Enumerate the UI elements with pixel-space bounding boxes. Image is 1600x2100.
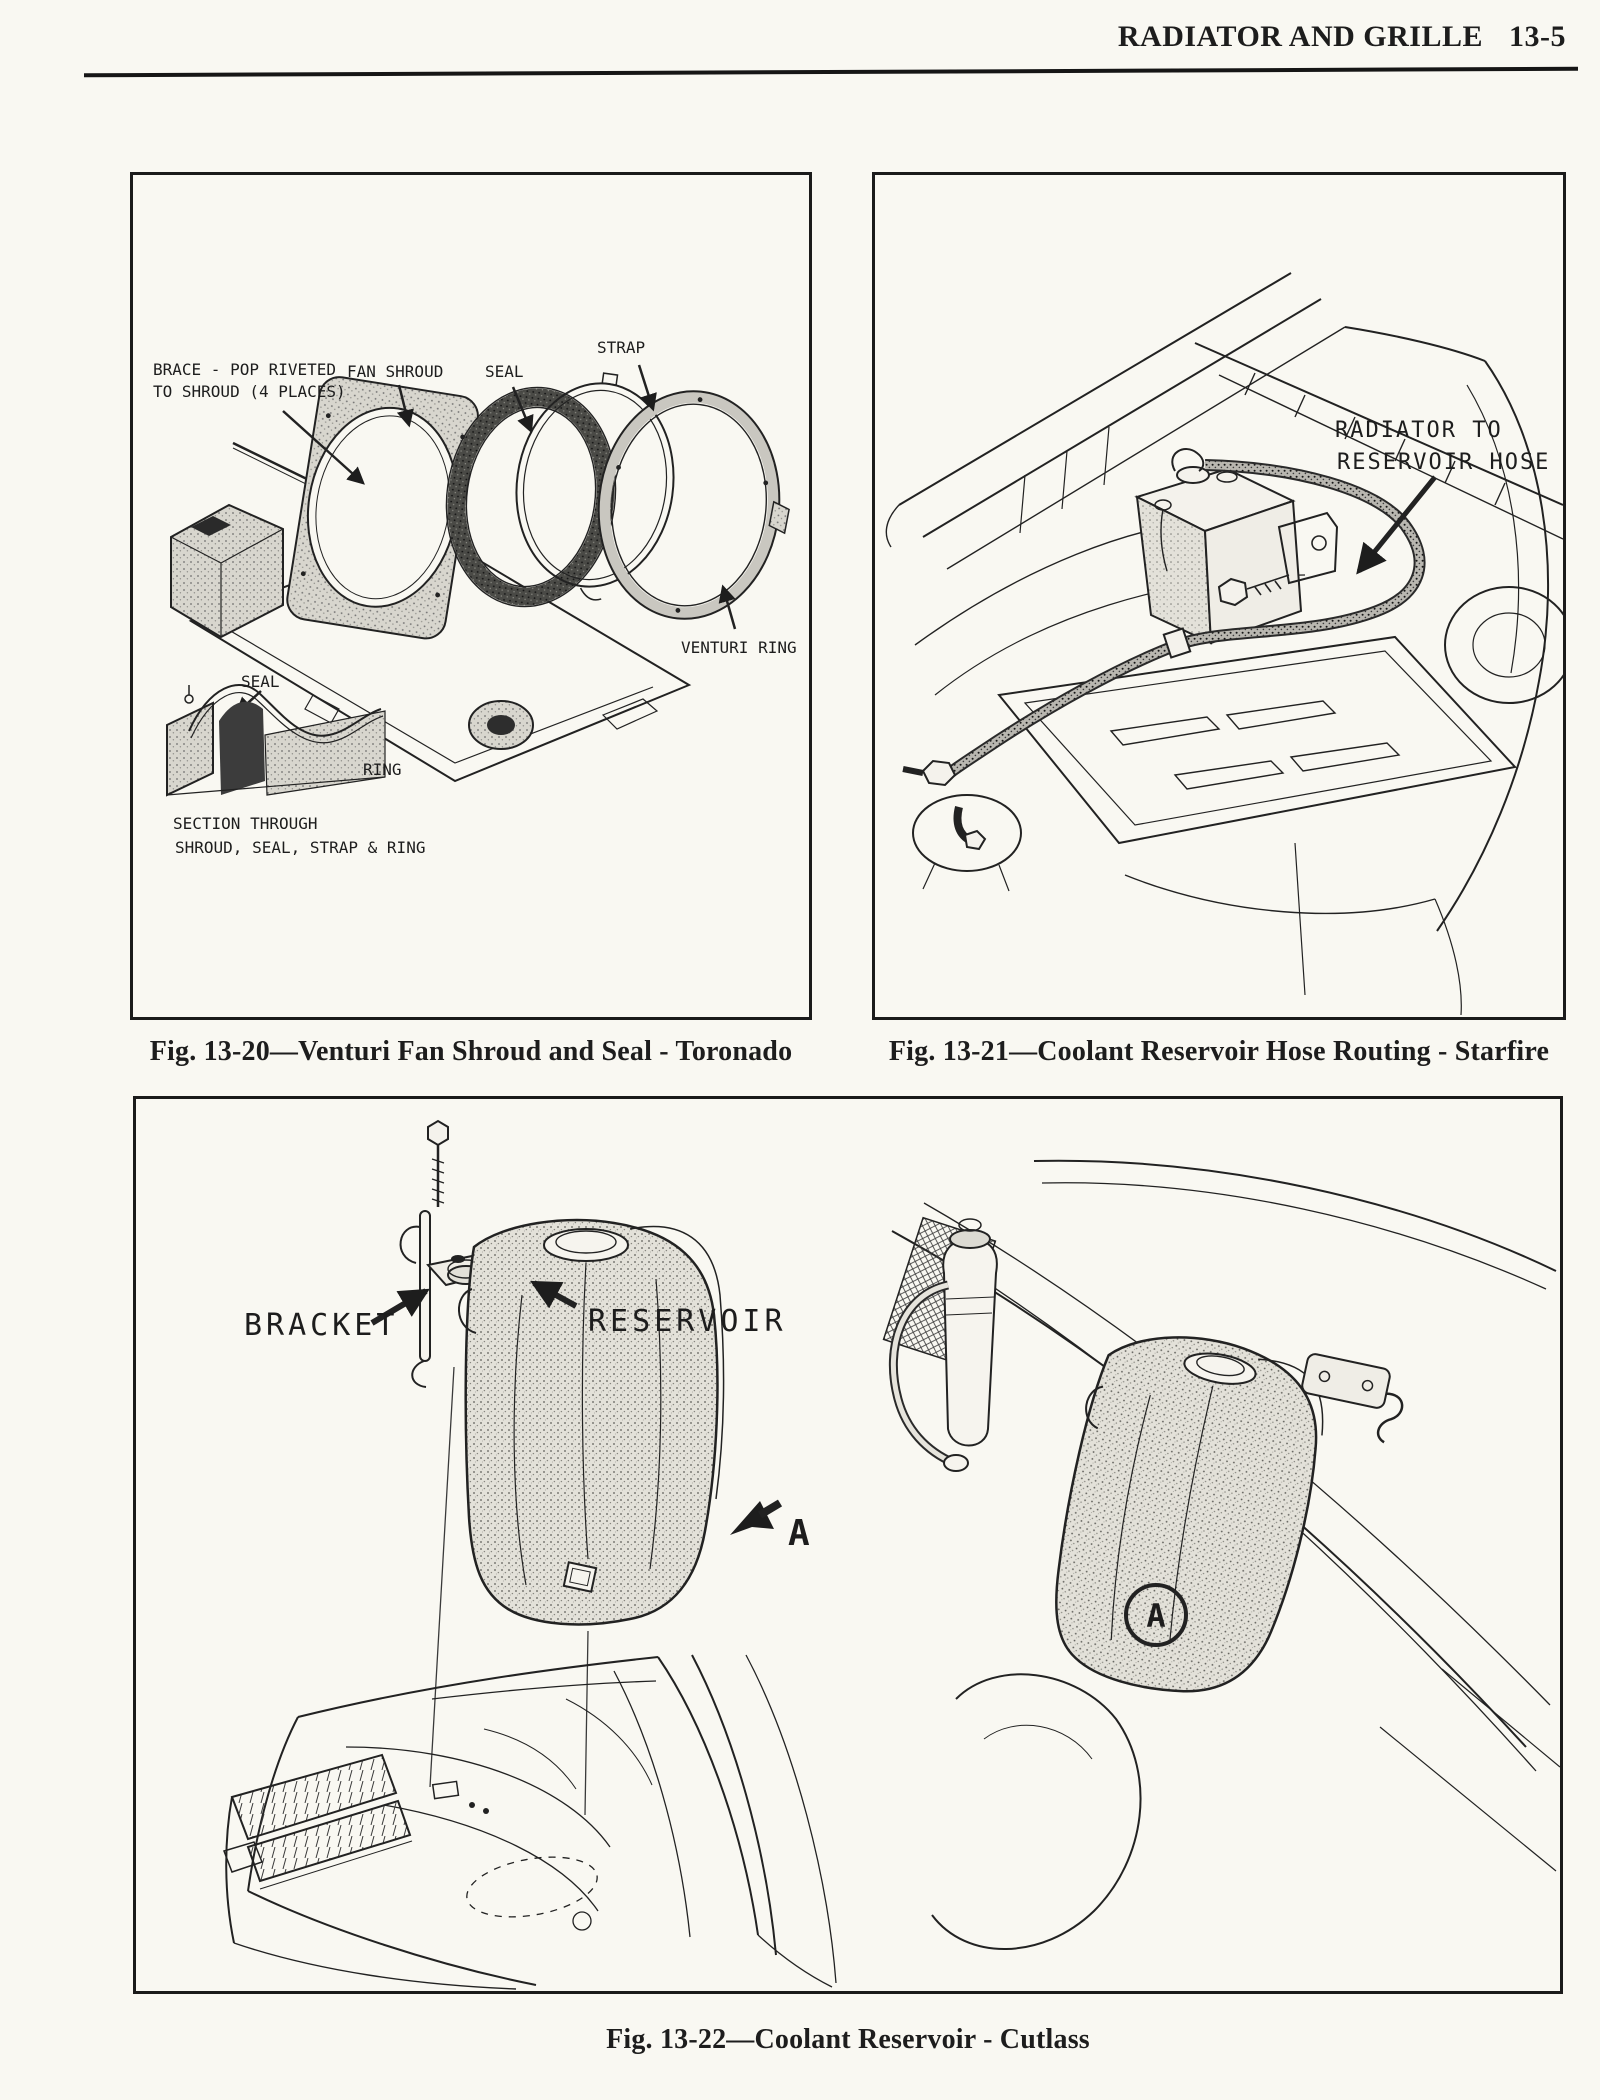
- brace-label-line1: BRACE - POP RIVETED: [153, 360, 337, 379]
- mounted-reservoir: [1040, 1321, 1409, 1710]
- figure-13-21-panel: [872, 172, 1566, 1020]
- cutlass-art: [224, 1121, 1560, 1989]
- hose-label-line1: RADIATOR TO: [1335, 418, 1503, 443]
- coolant-reservoir-drawing: [136, 1099, 1560, 1991]
- reservoir-jug: [459, 1220, 724, 1624]
- venturi-ring-label: VENTURI RING: [681, 638, 797, 657]
- car-front-end: [224, 1655, 836, 1989]
- mount-bolt: [428, 1121, 448, 1207]
- fig21-labels: [1335, 418, 1550, 475]
- engine-mass: [932, 1674, 1141, 1949]
- page-number: 13-5: [1509, 20, 1566, 53]
- hose-routing-drawing: [875, 175, 1563, 1017]
- bracket-block: [171, 505, 283, 637]
- page-header: [1118, 20, 1566, 54]
- brace-label-line2: TO SHROUD (4 PLACES): [153, 382, 346, 401]
- section-title: RADIATOR AND GRILLE: [1117, 20, 1483, 53]
- figure-13-22-caption: Fig. 13-22—Coolant Reservoir - Cutlass: [606, 2024, 1090, 2055]
- section-inset: [167, 685, 385, 795]
- venturi-ring: [588, 382, 801, 629]
- view-a-label: A: [788, 1513, 810, 1554]
- reservoir-label: RESERVOIR: [588, 1304, 787, 1339]
- fan-shroud-exploded-drawing: [133, 175, 809, 1017]
- engine-compartment-art: [886, 273, 1563, 1015]
- view-direction-arrow: [730, 1501, 780, 1535]
- figure-13-20-caption: Fig. 13-20—Venturi Fan Shroud and Seal - Toronado: [149, 1036, 793, 1067]
- left-exploded-view: [224, 1121, 836, 1989]
- section-caption-line2: SHROUD, SEAL, STRAP & RING: [175, 838, 426, 857]
- figure-13-21-caption: Fig. 13-21—Coolant Reservoir Hose Routing - Starfire: [888, 1036, 1550, 1067]
- inset-ring-label: RING: [363, 760, 402, 779]
- section-caption-line1: SECTION THROUGH: [173, 814, 318, 833]
- strap-label: STRAP: [597, 338, 646, 357]
- inset-seal-label: SEAL: [241, 672, 280, 691]
- bracket-label: BRACKET: [244, 1308, 399, 1343]
- figure-13-22-panel: [133, 1096, 1563, 1994]
- header-rule: [84, 67, 1578, 78]
- fan-shroud-label: FAN SHROUD: [347, 362, 444, 381]
- exploded-assembly-art: [167, 363, 800, 795]
- seal-label: SEAL: [485, 362, 524, 381]
- figure-13-20-panel: [130, 172, 812, 1020]
- detail-view-a: [884, 1161, 1560, 1949]
- hose-label-line2: RESERVOIR HOSE: [1337, 450, 1551, 475]
- detail-a-label: A: [1146, 1597, 1166, 1635]
